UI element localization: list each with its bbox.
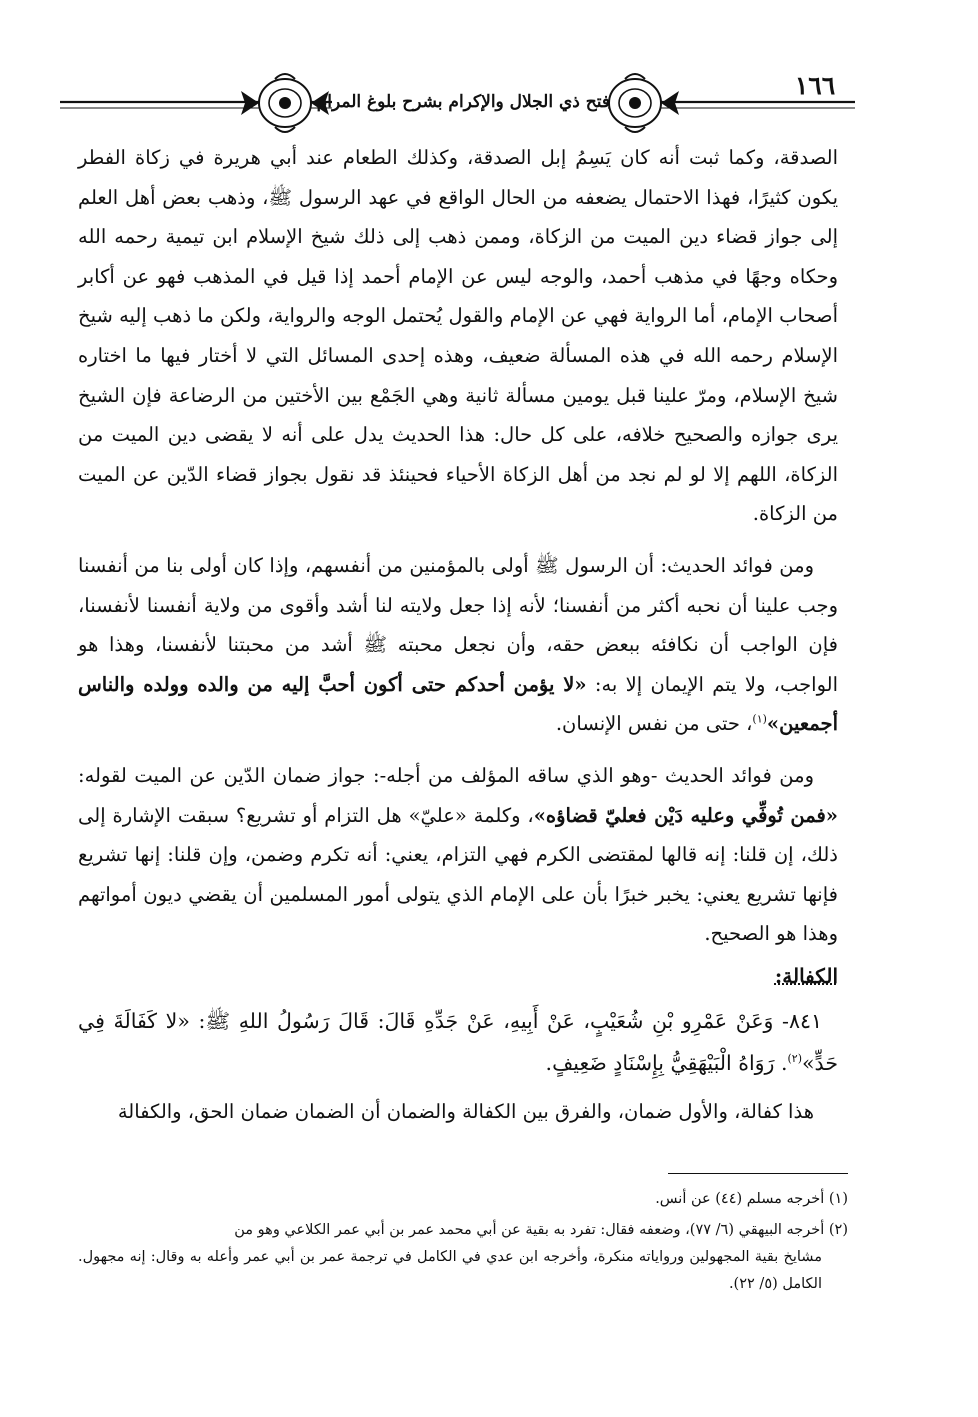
page-number: ١٦٦ <box>794 71 836 100</box>
footnote-2-continued: مشايخ بقية المجهولين ورواياته منكرة، وأخرجه ابن عدي في الكامل في ترجمة عمر بن أبي عمر وأعله به وقال: إنه مجهول. الكامل (٥/ ٢٢). <box>78 1249 822 1292</box>
footnote-2: (٢) أخرجه البيهقي (٦/ ٧٧)، وضعفه فقال: تفرد به بقية عن أبي محمد عمر بن أبي عمر الكلاعي وهو من <box>234 1222 848 1238</box>
running-title: فتح ذي الجلال والإكرام بشرح بلوغ المرام <box>316 92 610 112</box>
paragraph-4: هذا كفالة، والأول ضمان، والفرق بين الكفالة والضمان أن الضمان ضمان الحق، والكفالة <box>117 1099 814 1123</box>
footnote-separator <box>668 1173 848 1174</box>
hadith-841 <box>78 1000 838 1084</box>
footnote-1: (١) أخرجه مسلم (٤٤) عن أنس. <box>655 1191 848 1207</box>
paragraph-3-text: ومن فوائد الحديث -وهو الذي ساقه المؤلف من أجله-: جواز ضمان الدّين عن الميت لقوله: <box>78 763 814 787</box>
section-heading: الكفالة: <box>774 963 838 988</box>
paragraph-1: الصدقة، وكما ثبت أنه كان يَسِمُ إبل الصدقة، وكذلك الطعام عند أبي هريرة في زكاة الفطر يكون كثيرًا، فهذا الاحتمال يضعفه من الحال الواقع في عهد الرسول ﷺ، وذهب بعض أهل العلم إلى جواز قضاء دين الميت من الزكاة، وممن ذهب إلى ذلك شيخ الإسلام ابن تيمية رحمه الله وحكاه وجهًا في مذهب أحمد، والوجه ليس عن الإمام أحمد إذا قيل في المذهب فهو عن أكابر أصحاب الإمام، أما الرواية فهي عن الإمام والقول يُحتمل الوجه والرواية، ولكن ما ذهب إليه شيخ الإسلام رحمه الله في هذه المسألة ضعيف، وهذه إحدى المسائل التي لا أختار فيها ما اختاره شيخ الإسلام، ومرّ علينا قبل يومين مسألة ثانية وهي الجَمْع بين الأختين من الرضاعة فإن الشيخ يرى جوازه والصحيح خلافه، على كل حال: هذا الحديث يدل على أنه لا يقضى دين الميت من الزكاة، اللهم إلا لو لم نجد من أهل الزكاة الأحياء فحينئذ قد نقول بجواز قضاء الدّين عن الميت من الزكاة. <box>78 146 838 526</box>
hadith-quote-2: «فمن تُوفِّي وعليه دَيْن فعليّ قضاؤه» <box>533 803 838 827</box>
page-header <box>60 72 855 134</box>
paragraph-2-end: ، حتى من نفس الإنسان. <box>555 712 753 736</box>
left-ornament-icon <box>241 74 329 132</box>
footnote-ref-1[interactable]: (١) <box>752 712 767 726</box>
paragraph-2 <box>78 546 838 744</box>
hadith-quote-1: «لا يؤمن أحدكم حتى أكون أحبَّ إليه من والده وولده والناس أجمعين» <box>78 672 838 736</box>
main-text <box>78 138 838 1131</box>
hadith-text: ٨٤١- وَعَنْ عَمْرِو بْنِ شُعَيْبٍ، عَنْ أَبِيهِ، عَنْ جَدِّهِ قَالَ: قَالَ رَسُولُ اللهِ ﷺ: «لا كَفَالَةَ فِي حَدٍّ» <box>78 1008 838 1075</box>
footnotes <box>78 1186 848 1302</box>
footnote-ref-2[interactable]: (٢) <box>787 1052 803 1066</box>
paragraph-3 <box>78 756 838 954</box>
paragraph-3-end: ، وكلمة «عليّ» هل التزام أو تشريع؟ سبقت الإشارة إلى ذلك، إن قلنا: إنه قالها لمقتضى الكرم فهي التزام، يعني: أنه تكرم وضمن، وإن قلنا: إنها تشريع فإنها تشريع يعني: يخبر خبرًا بأن على الإمام الذي يتولى أمور المسلمين أن يقضي ديون أمواتهم وهذا هو الصحيح. <box>78 803 838 946</box>
paragraph-2-text: ومن فوائد الحديث: أن الرسول ﷺ أولى بالمؤمنين من أنفسهم، وإذا كان أولى بنا من أنفسنا وجب علينا أن نحبه أكثر من أنفسنا؛ لأنه إذا جعل ولايته لنا أشد وأقوى من ولاية أنفسنا لأنفسنا، فإن الواجب أن نكافئه ببعض حقه، وأن نجعل محبته ﷺ أشد من محبتنا لأنفسنا، وهذا هو الواجب، ولا يتم الإيمان إلا به: <box>78 553 838 696</box>
hadith-source: . رَوَاهُ الْبَيْهَقِيُّ بِإِسْنَادٍ ضَعِيفٍ. <box>545 1050 788 1075</box>
